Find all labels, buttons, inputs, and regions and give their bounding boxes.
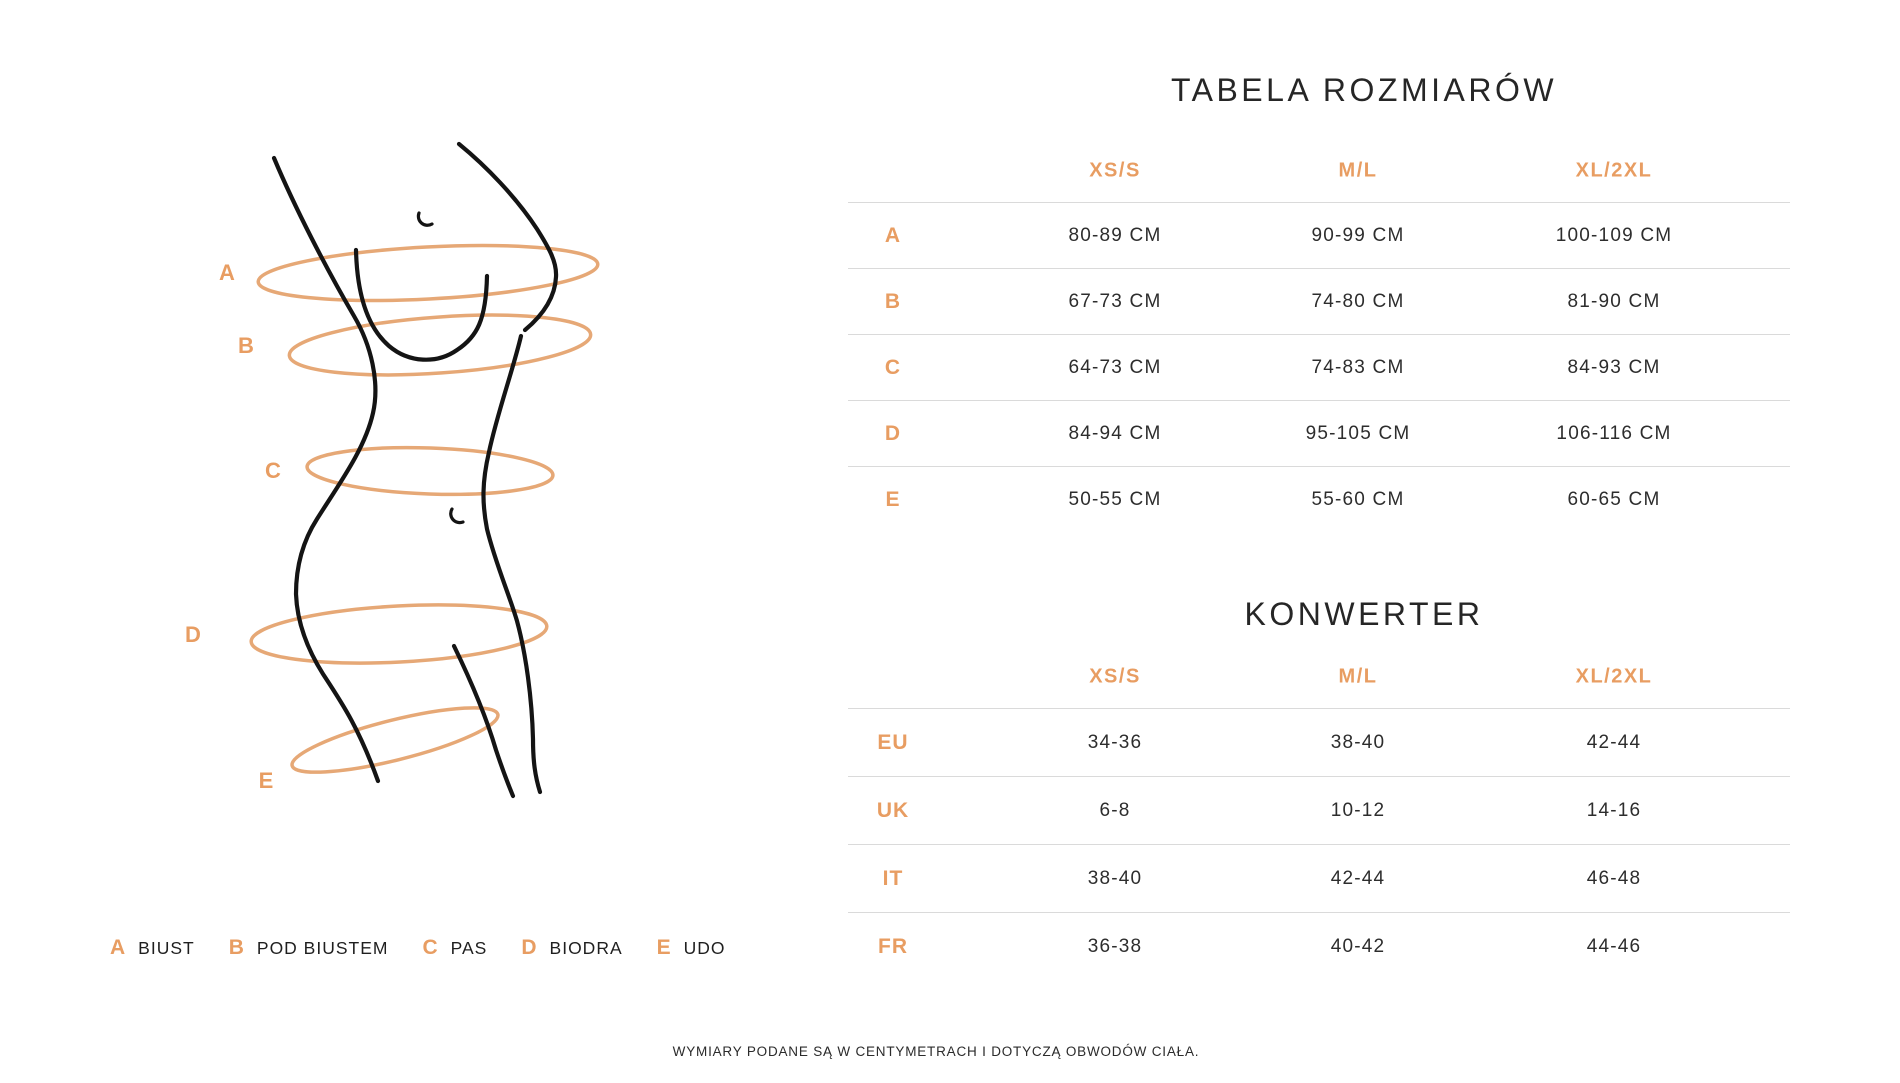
legend-item-bust [110,936,195,960]
diagram-label-e: E [258,768,274,793]
cell-value: 80-89 CM [1068,224,1162,246]
legend-label: BIODRA [549,938,623,958]
legend-letter: E [656,936,671,959]
legend-label: BIUST [138,938,195,958]
row-label: EU [877,730,909,754]
column-header-xl-2xl: XL/2XL [1575,665,1653,688]
row-label: E [885,487,901,511]
legend-letter: C [422,936,438,959]
row-label: A [884,223,902,247]
converter-title: KONWERTER [1244,596,1484,632]
table-row [848,776,1790,844]
cell-value: 74-83 CM [1311,356,1405,378]
converter-header [848,646,1790,708]
cell-value: 84-93 CM [1567,356,1661,378]
nipple-mark [418,213,432,225]
legend-letter: B [228,936,244,959]
cell-value: 38-40 [1087,867,1143,889]
legend-item-waist [422,936,487,960]
row-label: D [884,421,902,445]
measurement-ellipses [250,238,599,785]
table-row [848,466,1790,532]
breast-curve [356,250,487,360]
thigh-ellipse [287,695,502,785]
cell-value: 84-94 CM [1068,422,1162,444]
legend-label: PAS [450,938,488,958]
body-measurement-diagram [140,100,700,860]
cell-value: 36-38 [1087,935,1143,957]
legend-item-underbust [229,936,389,960]
legend-label: POD BIUSTEM [256,938,389,958]
row-label: C [884,355,902,379]
table-row [848,844,1790,912]
legend-letter: D [521,936,537,959]
cell-value: 42-44 [1330,867,1386,889]
diagram-label-d: D [185,622,201,647]
cell-value: 34-36 [1087,731,1143,753]
column-header-xs-s: XS/S [1089,665,1141,688]
cell-value: 40-42 [1330,935,1386,957]
diagram-label-c: C [265,458,281,483]
cell-value: 106-116 CM [1556,422,1672,444]
cell-value: 6-8 [1099,799,1131,821]
cell-value: 67-73 CM [1068,290,1162,312]
navel-mark [451,509,463,523]
hips-ellipse [250,598,549,669]
table-row [848,912,1790,980]
cell-value: 38-40 [1330,731,1386,753]
legend-item-thigh [657,936,726,960]
column-header-m-l: M/L [1338,665,1378,688]
size-table-header [848,140,1790,202]
table-row [848,400,1790,466]
legend-letter: A [110,936,126,959]
cell-value: 10-12 [1330,799,1386,821]
table-row [848,202,1790,268]
size-table-title: TABELA ROZMIARÓW [1170,72,1558,108]
cell-value: 46-48 [1586,867,1642,889]
column-header-m-l: M/L [1338,159,1378,182]
cell-value: 95-105 CM [1305,422,1411,444]
cell-value: 55-60 CM [1311,488,1405,510]
waist-ellipse [306,444,553,499]
column-header-xs-s: XS/S [1089,159,1141,182]
diagram-label-b: B [238,333,254,358]
cell-value: 100-109 CM [1555,224,1673,246]
table-row [848,334,1790,400]
table-row [848,268,1790,334]
cell-value: 60-65 CM [1567,488,1661,510]
size-table [848,140,1790,532]
cell-value: 81-90 CM [1567,290,1661,312]
cell-value: 14-16 [1586,799,1642,821]
converter-table [848,646,1790,980]
legend-item-hips [521,936,622,960]
column-header-xl-2xl: XL/2XL [1575,159,1653,182]
footer-note: WYMIARY PODANE SĄ W CENTYMETRACH I DOTYCZĄ OBWODÓW CIAŁA. [672,1044,1200,1059]
arm-contour-line [459,144,556,330]
diagram-label-a: A [219,260,235,285]
cell-value: 64-73 CM [1068,356,1162,378]
body-silhouette [274,144,556,796]
cell-value: 42-44 [1586,731,1642,753]
row-label: FR [878,934,908,958]
measurement-legend [110,936,726,960]
inner-leg-line [454,646,513,796]
table-row [848,708,1790,776]
cell-value: 90-99 CM [1311,224,1405,246]
cell-value: 74-80 CM [1311,290,1405,312]
diagram-labels [185,260,281,793]
row-label: UK [876,798,910,822]
cell-value: 50-55 CM [1068,488,1162,510]
row-label: IT [882,866,904,890]
row-label: B [884,289,902,313]
cell-value: 44-46 [1586,935,1642,957]
underbust-ellipse [287,307,592,384]
legend-label: UDO [683,938,726,958]
